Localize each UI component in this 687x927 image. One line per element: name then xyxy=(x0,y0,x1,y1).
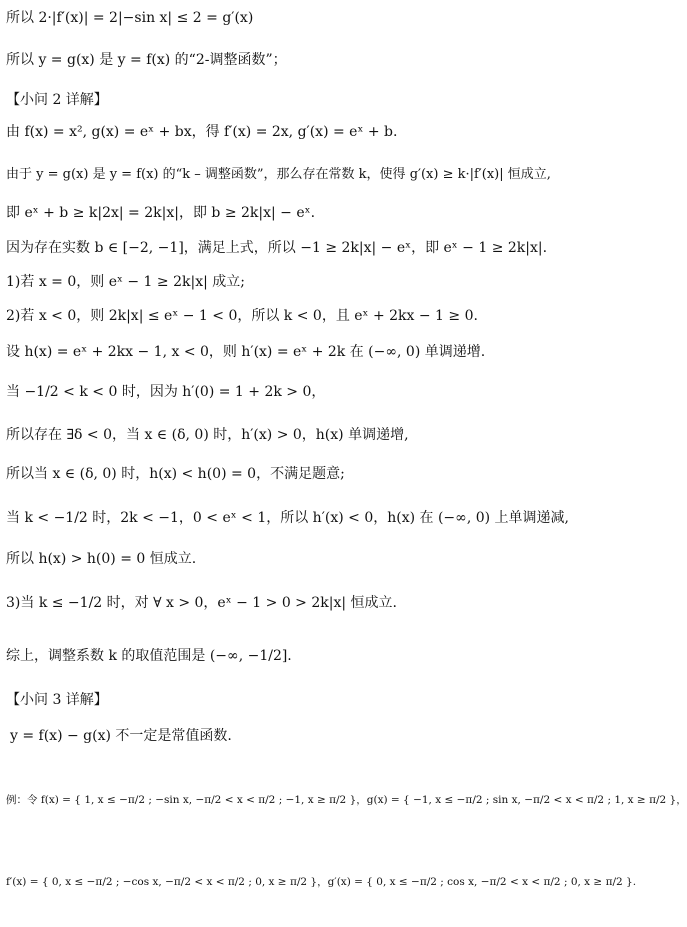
text-line-15 xyxy=(6,593,612,613)
text: 所以当 x ∈ (δ, 0) 时，h(x) < h(0) = 0，不满足题意; xyxy=(6,466,345,482)
text-line-13 xyxy=(6,508,612,528)
text-line-3 xyxy=(6,122,612,142)
text: 由 f(x) = x², g(x) = eˣ + bx，得 f′(x) = 2x, g′(x) = eˣ + b. xyxy=(6,124,398,140)
text-line-11 xyxy=(6,425,612,445)
text-line-8 xyxy=(6,306,612,326)
text-line-19 xyxy=(6,872,637,892)
text: 当 k < −1/2 时，2k < −1，0 < eˣ < 1，所以 h′(x) < 0，h(x) 在 (−∞, 0) 上单调递减, xyxy=(6,510,569,526)
text: 因为存在实数 b ∈ [−2, −1]，满足上式，所以 −1 ≥ 2k|x| − eˣ，即 eˣ − 1 ≥ 2k|x|. xyxy=(6,240,548,256)
text: 所以 h(x) > h(0) = 0 恒成立. xyxy=(6,551,197,567)
text: 所以存在 ∃δ < 0，当 x ∈ (δ, 0) 时，h′(x) > 0，h(x) 单调递增, xyxy=(6,427,409,443)
text: 设 h(x) = eˣ + 2kx − 1, x < 0，则 h′(x) = eˣ + 2k 在 (−∞, 0) 单调递增. xyxy=(6,344,486,360)
text-line-6 xyxy=(6,238,612,258)
text-line-12 xyxy=(6,464,612,484)
text: 即 eˣ + b ≥ k|2x| = 2k|x|，即 b ≥ 2k|x| − eˣ. xyxy=(6,205,316,221)
text-line-5 xyxy=(6,203,612,223)
text-line-1 xyxy=(6,8,612,28)
section-heading xyxy=(6,90,612,110)
text: f′(x) = { 0, x ≤ −π/2 ; −cos x, −π/2 < x < π/2 ; 0, x ≥ π/2 }，g′(x) = { 0, x ≤ −π/2 ; cos x, −π/2 < x < π/2 ; 0, x ≥ π/2 }. xyxy=(6,876,637,888)
text: 当 −1/2 < k < 0 时，因为 h′(0) = 1 + 2k > 0， xyxy=(6,384,326,400)
text: 由于 y = g(x) 是 y = f(x) 的“k – 调整函数”，那么存在常数 k，使得 g′(x) ≥ k·|f′(x)| 恒成立, xyxy=(6,167,551,182)
text-line-10 xyxy=(6,382,612,402)
text-line-9 xyxy=(6,342,612,362)
text-line-7 xyxy=(6,272,612,292)
text: 例：令 f(x) = { 1, x ≤ −π/2 ; −sin x, −π/2 < x < π/2 ; −1, x ≥ π/2 }，g(x) = { −1, x ≤ −π/2 ; sin x, −π/2 < x < π/2 ; 1, x ≥ π/2 }， xyxy=(6,794,687,806)
text-line-17 xyxy=(10,726,612,746)
text: 综上，调整系数 k 的取值范围是 (−∞, −1/2]. xyxy=(6,648,292,664)
text-line-16 xyxy=(6,646,612,666)
text: 【小问 3 详解】 xyxy=(6,692,108,708)
text: 【小问 2 详解】 xyxy=(6,92,108,108)
text-line-4 xyxy=(6,165,612,185)
text-line-14 xyxy=(6,549,612,569)
text-line-18 xyxy=(6,790,687,810)
text: y = f(x) − g(x) 不一定是常值函数. xyxy=(10,728,232,744)
section-heading-3 xyxy=(6,690,612,710)
text: 1)若 x = 0，则 eˣ − 1 ≥ 2k|x| 成立; xyxy=(6,274,245,290)
text: 所以 y = g(x) 是 y = f(x) 的“2-调整函数”； xyxy=(6,52,287,68)
text: 2)若 x < 0，则 2k|x| ≤ eˣ − 1 < 0，所以 k < 0，且 eˣ + 2kx − 1 ≥ 0. xyxy=(6,308,478,324)
text-line-2 xyxy=(6,50,612,70)
text: 所以 2·|f′(x)| = 2|−sin x| ≤ 2 = g′(x) xyxy=(6,10,254,26)
text: 3)当 k ≤ −1/2 时，对 ∀ x > 0，eˣ − 1 > 0 > 2k|x| 恒成立. xyxy=(6,595,397,611)
